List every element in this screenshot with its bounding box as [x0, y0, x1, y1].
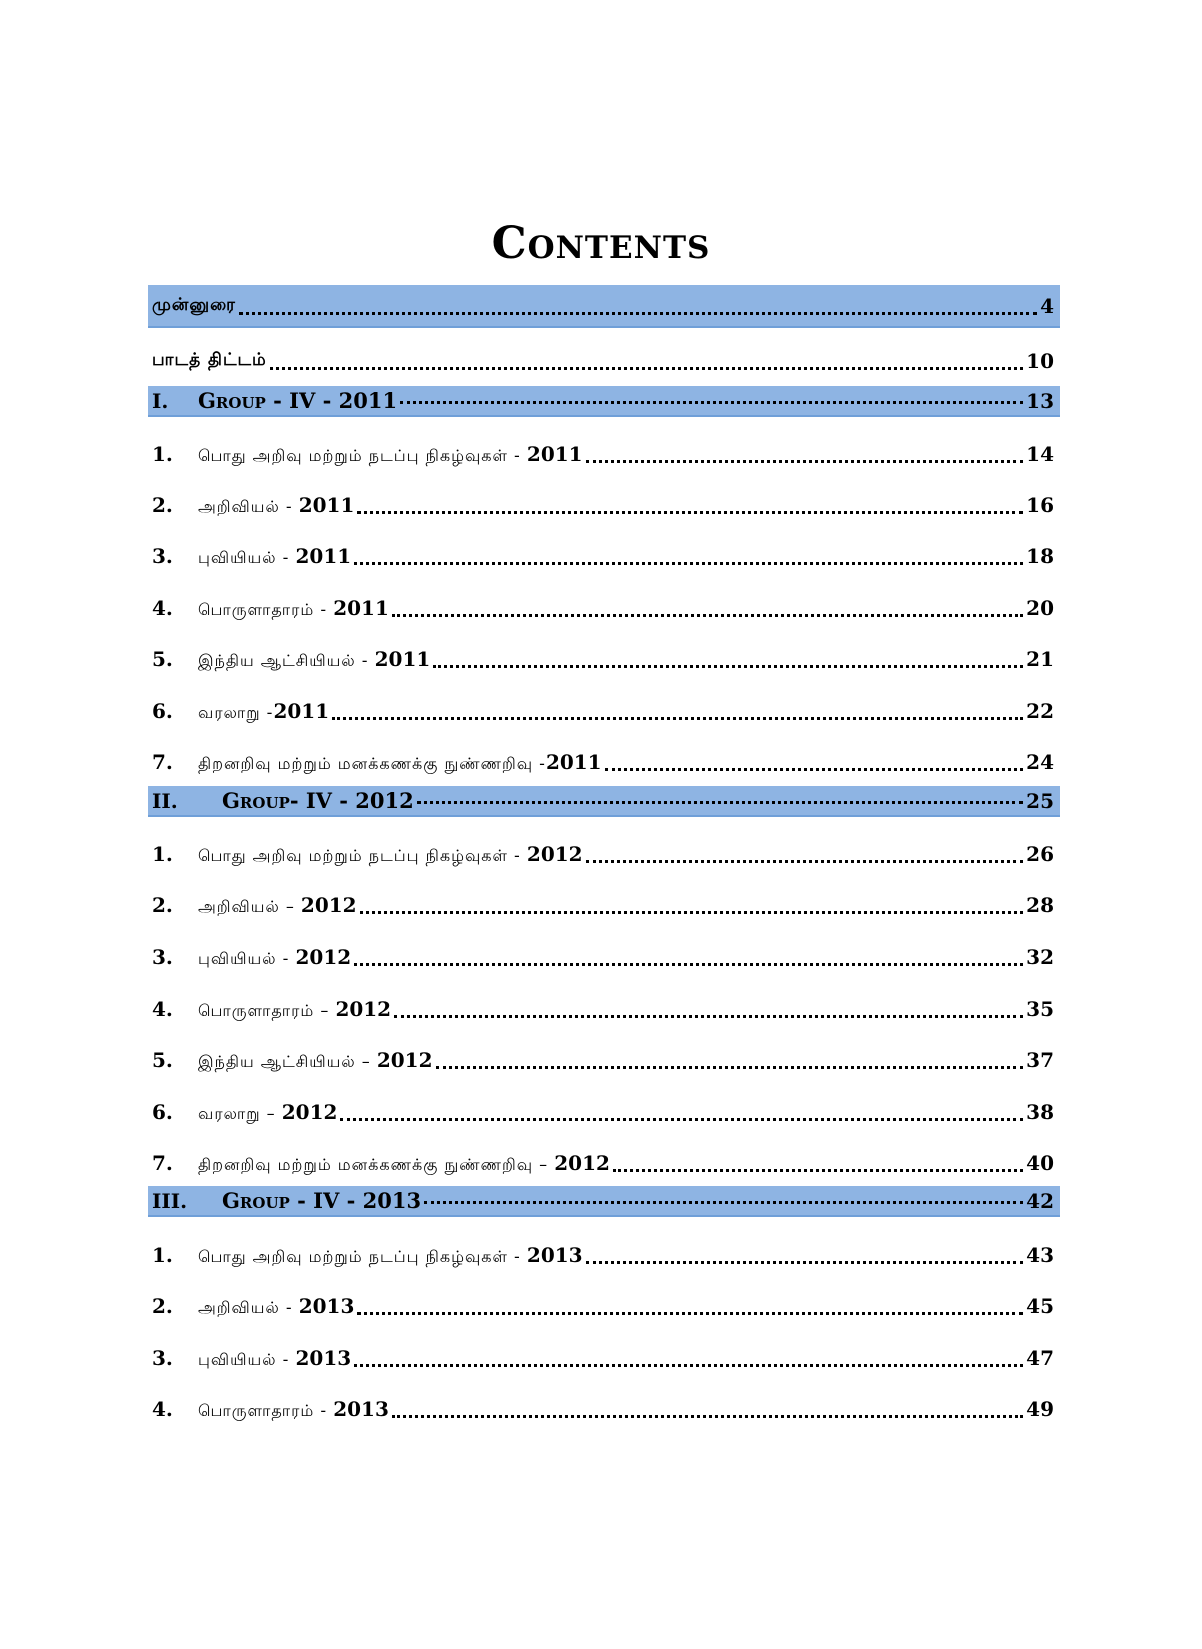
dot-leader: [433, 665, 1023, 668]
toc-entry-number: 7.: [152, 1151, 173, 1175]
toc-entry-title: பொது அறிவு மற்றும் நடப்பு நிகழ்வுகள் -: [198, 1246, 527, 1266]
toc-entry-year: 2012: [526, 841, 583, 866]
toc-page-number: 35: [1026, 997, 1054, 1021]
toc-entry-label: [198, 544, 351, 569]
page-title: Contents: [491, 218, 711, 269]
toc-entry[interactable]: [148, 742, 1060, 782]
dot-leader: [613, 1169, 1023, 1172]
toc-entry-label: [198, 699, 329, 724]
toc-page-number: 26: [1026, 842, 1054, 866]
dot-leader: [332, 717, 1023, 720]
toc-entry-label: [198, 442, 583, 467]
toc-entry-number: 2.: [152, 893, 173, 917]
toc-entry-title: திறனறிவு மற்றும் மனக்கணக்கு நுண்ணறிவு –: [198, 1154, 555, 1174]
toc-page-number: 49: [1026, 1397, 1054, 1421]
toc-entry[interactable]: [148, 434, 1060, 474]
toc-entry-title: பொருளாதாரம் -: [198, 1400, 334, 1420]
dot-leader: [357, 511, 1023, 514]
toc-entry-title: வரலாறு -: [198, 702, 274, 722]
toc-entry-label: [198, 997, 391, 1022]
dot-leader: [357, 1312, 1023, 1315]
toc-entry[interactable]: [148, 834, 1060, 874]
toc-entry-number: III.: [152, 1188, 188, 1213]
toc-entry-title: பொருளாதாரம் -: [198, 599, 334, 619]
toc-entry-label: Group - IV - 2011: [198, 388, 398, 413]
dot-leader: [239, 312, 1037, 315]
toc-entry[interactable]: [148, 1235, 1060, 1275]
toc-entry-year: 2011: [298, 492, 355, 517]
toc-page-number: 10: [1026, 349, 1054, 373]
toc-entry[interactable]: [148, 588, 1060, 628]
dot-leader: [400, 401, 1023, 404]
toc-entry-label: [198, 1294, 354, 1319]
dot-leader: [354, 562, 1023, 565]
toc-entry[interactable]: [148, 485, 1060, 525]
dot-leader: [392, 614, 1023, 617]
toc-page-number: 20: [1026, 596, 1054, 620]
toc-entry-number: 4.: [152, 1397, 173, 1421]
toc-page-number: 21: [1026, 647, 1054, 671]
dot-leader: [605, 768, 1024, 771]
toc-entry-number: I.: [152, 388, 169, 413]
toc-page-number: 42: [1026, 1188, 1054, 1213]
toc-entry[interactable]: [148, 691, 1060, 731]
toc-entry[interactable]: [148, 536, 1060, 576]
toc-entry-title: அறிவியல் -: [198, 496, 299, 516]
toc-entry-label: [198, 596, 389, 621]
toc-entry-year: 2011: [545, 749, 602, 774]
toc-entry-number: 5.: [152, 647, 173, 671]
dot-leader: [436, 1066, 1024, 1069]
toc-entry-number: 4.: [152, 596, 173, 620]
toc-entry-year: 2012: [376, 1047, 433, 1072]
toc-page-number: 37: [1026, 1048, 1054, 1072]
toc-entry-year: 2013: [333, 1396, 389, 1421]
toc-entry-year: 2011: [273, 698, 330, 723]
toc-entry-title: பொது அறிவு மற்றும் நடப்பு நிகழ்வுகள் -: [198, 845, 527, 865]
toc-entry-label: [198, 842, 583, 867]
toc-entry-number: 3.: [152, 1346, 173, 1370]
toc-entry-title: திறனறிவு மற்றும் மனக்கணக்கு நுண்ணறிவு -: [198, 753, 546, 773]
dot-leader: [586, 460, 1024, 463]
toc-entry-title: அறிவியல் -: [198, 1297, 299, 1317]
toc-entry-year: 2012: [335, 996, 392, 1021]
toc-page-number: 24: [1026, 750, 1054, 774]
toc-entry-label: [198, 750, 602, 775]
dot-leader: [270, 367, 1023, 370]
toc-entry-label: Group- IV - 2012: [222, 788, 414, 813]
toc-entry-label: [198, 893, 357, 918]
toc-entry-title: இந்திய ஆட்சியியல் –: [198, 1051, 377, 1071]
toc-entry-title: பொது அறிவு மற்றும் நடப்பு நிகழ்வுகள் -: [198, 445, 527, 465]
toc-entry[interactable]: [148, 1338, 1060, 1378]
toc-entry-label: [198, 1243, 583, 1268]
dot-leader: [394, 1015, 1023, 1018]
toc-entry[interactable]: [148, 1092, 1060, 1132]
toc-entry[interactable]: [148, 639, 1060, 679]
toc-entry-label: [198, 1048, 433, 1073]
toc-entry-label: பாடத் திட்டம்: [152, 350, 267, 370]
toc-page-number: 22: [1026, 699, 1054, 723]
toc-entry[interactable]: [148, 989, 1060, 1029]
toc-page-number: 4: [1040, 293, 1054, 318]
toc-entry[interactable]: [148, 1286, 1060, 1326]
toc-entry[interactable]: [148, 1389, 1060, 1429]
toc-entry-label: Group - IV - 2013: [222, 1188, 422, 1213]
dot-leader: [586, 1261, 1024, 1264]
toc-entry-year: 2012: [300, 892, 357, 917]
toc-entry-title: வரலாறு –: [198, 1103, 282, 1123]
toc-entry-year: 2012: [281, 1099, 338, 1124]
toc-entry-year: 2013: [295, 1345, 352, 1370]
toc-entry-preface[interactable]: [148, 285, 1060, 328]
toc-entry-label: முன்னுரை: [152, 294, 236, 315]
toc-page-number: 25: [1026, 788, 1054, 813]
toc-entry-label: [198, 1100, 337, 1125]
toc-entry-title: புவியியல் -: [198, 948, 296, 968]
toc-page-number: 28: [1026, 893, 1054, 917]
toc-section-heading[interactable]: [148, 386, 1060, 417]
toc-entry-number: 3.: [152, 945, 173, 969]
toc-entry-number: 5.: [152, 1048, 173, 1072]
toc-entry-syllabus[interactable]: [148, 341, 1060, 381]
toc-entry-label: [198, 945, 351, 970]
dot-leader: [354, 963, 1023, 966]
dot-leader: [392, 1415, 1023, 1418]
toc-section-heading[interactable]: [148, 1186, 1060, 1217]
toc-entry-number: 2.: [152, 493, 173, 517]
toc-entry-year: 2013: [526, 1242, 583, 1267]
toc-entry-number: 1.: [152, 842, 173, 866]
toc-entry[interactable]: [148, 937, 1060, 977]
toc-entry-number: 6.: [152, 1100, 173, 1124]
toc-entry-number: 1.: [152, 1243, 173, 1267]
toc-entry-number: 3.: [152, 544, 173, 568]
toc-page-number: 18: [1026, 544, 1054, 568]
toc-entry-number: 6.: [152, 699, 173, 723]
toc-entry[interactable]: [148, 1040, 1060, 1080]
toc-entry-label: [198, 647, 430, 672]
toc-entry-number: 7.: [152, 750, 173, 774]
dot-leader: [586, 860, 1024, 863]
toc-entry-label: [198, 1346, 351, 1371]
dot-leader: [354, 1364, 1023, 1367]
toc-page-number: 45: [1026, 1294, 1054, 1318]
toc-entry-number: II.: [152, 788, 178, 813]
dot-leader: [360, 911, 1024, 914]
toc-page-number: 32: [1026, 945, 1054, 969]
toc-page-number: 16: [1026, 493, 1054, 517]
dot-leader: [424, 1201, 1023, 1204]
toc-entry-year: 2012: [295, 944, 352, 969]
toc-entry-title: இந்திய ஆட்சியியல் -: [198, 650, 375, 670]
toc-entry-number: 2.: [152, 1294, 173, 1318]
toc-page-number: 13: [1026, 388, 1054, 413]
toc-entry-number: 1.: [152, 442, 173, 466]
toc-entry-number: 4.: [152, 997, 173, 1021]
toc-page-number: 14: [1026, 442, 1054, 466]
toc-page-number: 38: [1026, 1100, 1054, 1124]
toc-entry-year: 2013: [298, 1293, 355, 1318]
toc-entry-title: பொருளாதாரம் –: [198, 1000, 336, 1020]
toc-entry-year: 2012: [554, 1150, 610, 1175]
toc-entry-label: [198, 1397, 389, 1422]
toc-entry[interactable]: [148, 885, 1060, 925]
toc-page-number: 40: [1026, 1151, 1054, 1175]
toc-entry-year: 2011: [374, 646, 431, 671]
toc-entry-year: 2011: [295, 543, 352, 568]
toc-section-heading[interactable]: [148, 786, 1060, 817]
toc-entry-label: [198, 1151, 610, 1176]
toc-entry-label: [198, 493, 354, 518]
toc-entry-title: புவியியல் -: [198, 547, 296, 567]
toc-entry[interactable]: [148, 1143, 1060, 1183]
toc-entry-title: புவியியல் -: [198, 1349, 296, 1369]
toc-entry-title: அறிவியல் –: [198, 896, 301, 916]
toc-entry-year: 2011: [333, 595, 389, 620]
dot-leader: [417, 801, 1023, 804]
toc-entry-year: 2011: [526, 441, 583, 466]
dot-leader: [340, 1118, 1023, 1121]
toc-page-number: 43: [1026, 1243, 1054, 1267]
toc-page-number: 47: [1026, 1346, 1054, 1370]
